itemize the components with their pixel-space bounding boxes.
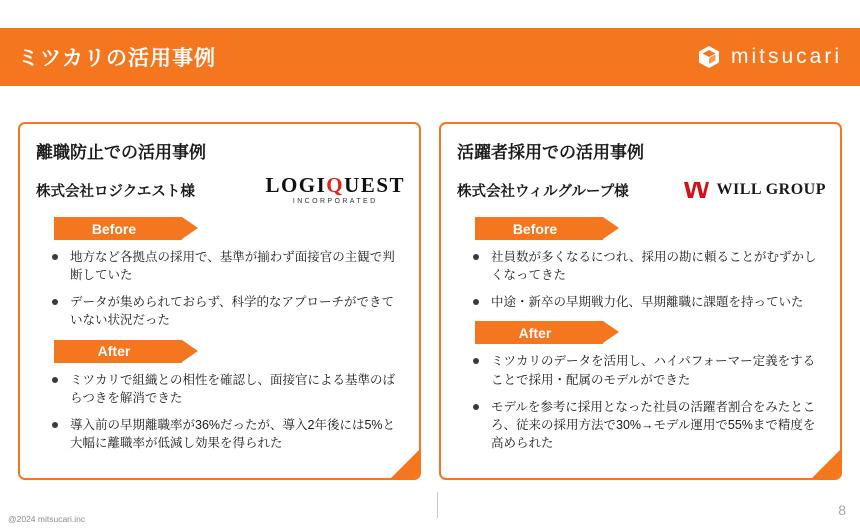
- list-item: モデルを参考に採用となった社員の活躍者割合をみたところ、従来の採用方法で30%→モデル運用で55%まで精度を高められた: [471, 398, 826, 452]
- mitsucari-cube-icon: [696, 44, 722, 70]
- brand-logo: [696, 44, 842, 70]
- case-card-hiring: [439, 122, 842, 480]
- bullet-list-after: [441, 352, 840, 452]
- page-title: ミツカリの活用事例: [18, 47, 216, 70]
- logiquest-logo: [265, 175, 405, 205]
- card-title: 活躍者採用での活用事例: [457, 143, 644, 162]
- bullet-list-after: [20, 371, 419, 453]
- list-item: ミツカリのデータを活用し、ハイパフォーマー定義をすることで採用・配属のモデルができた: [471, 352, 826, 388]
- slide-header: [0, 28, 860, 86]
- logiquest-main-q: Q: [326, 173, 345, 197]
- list-item: 中途・新卒の早期戦力化、早期離職に課題を持っていた: [471, 293, 826, 311]
- logiquest-main-post: UEST: [344, 173, 405, 197]
- section-label-before: Before: [54, 217, 182, 240]
- card-corner-accent: [812, 450, 840, 478]
- will-group-mark-icon: [684, 180, 710, 200]
- company-name: 株式会社ロジクエスト様: [36, 183, 195, 200]
- section-label-after: After: [475, 321, 603, 344]
- page-number: 8: [838, 502, 846, 518]
- list-item: 社員数が多くなるにつれ、採用の勘に頼ることがむずかしくなってきた: [471, 248, 826, 284]
- will-group-text: WILL GROUP: [716, 181, 826, 198]
- section-label-after: After: [54, 340, 182, 363]
- bullet-list-before: [441, 248, 840, 311]
- company-row: [36, 173, 405, 207]
- will-group-logo: [684, 180, 826, 200]
- card-corner-accent: [391, 450, 419, 478]
- case-card-list: [0, 122, 860, 480]
- case-card-retention: [18, 122, 421, 480]
- company-name: 株式会社ウィルグループ様: [457, 183, 629, 200]
- list-item: ミツカリで組織との相性を確認し、面接官による基準のばらつきを解消できた: [50, 371, 405, 407]
- list-item: 地方など各拠点の採用で、基準が揃わず面接官の主観で判断していた: [50, 248, 405, 284]
- copyright-text: @2024 mitsucari.inc: [8, 514, 86, 524]
- brand-name: mitsucari: [730, 45, 842, 68]
- list-item: データが集められておらず、科学的なアプローチができていない状況だった: [50, 293, 405, 329]
- footer-divider: [437, 492, 438, 518]
- logiquest-main-pre: LOGI: [265, 173, 327, 197]
- card-title: 離職防止での活用事例: [36, 143, 206, 162]
- company-row: [457, 173, 826, 207]
- list-item: 導入前の早期離職率が36%だったが、導入2年後には5%と大幅に離職率が低減し効果を得られた: [50, 416, 405, 452]
- bullet-list-before: [20, 248, 419, 330]
- logiquest-sub: INCORPORATED: [292, 198, 378, 205]
- section-label-before: Before: [475, 217, 603, 240]
